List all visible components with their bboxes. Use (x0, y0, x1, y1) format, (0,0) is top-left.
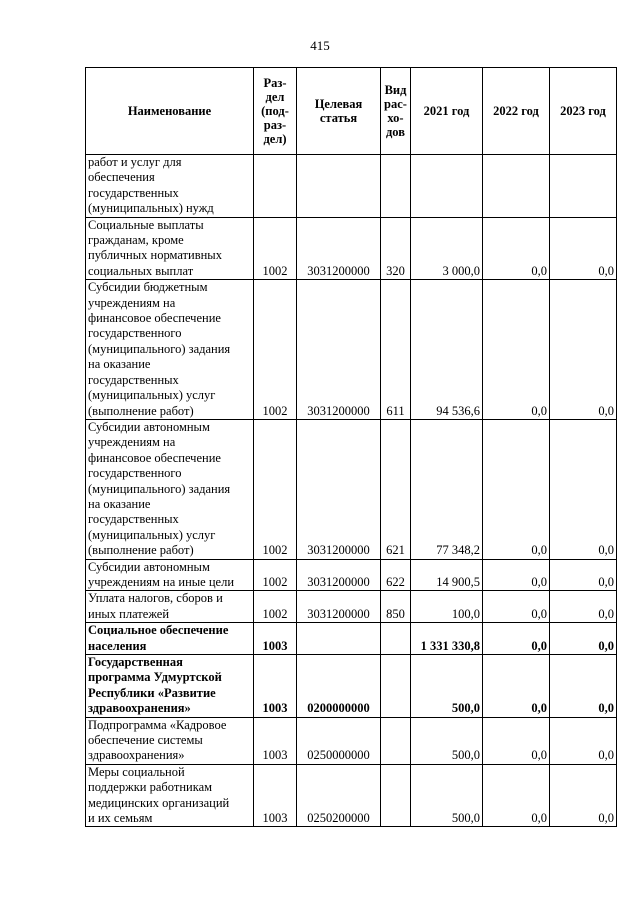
row-expense (381, 764, 411, 827)
header-2023: 2023 год (550, 68, 617, 155)
row-expense: 850 (381, 591, 411, 623)
row-section: 1003 (254, 655, 297, 718)
row-y2022: 0,0 (483, 655, 550, 718)
row-expense: 320 (381, 217, 411, 280)
table-row (86, 280, 617, 420)
row-y2021: 14 900,5 (411, 559, 483, 591)
header-2022: 2022 год (483, 68, 550, 155)
page-number: 415 (310, 38, 330, 53)
row-expense: 621 (381, 419, 411, 559)
row-target: 3031200000 (297, 559, 381, 591)
row-target: 3031200000 (297, 591, 381, 623)
row-y2022: 0,0 (483, 591, 550, 623)
row-y2023: 0,0 (550, 280, 617, 420)
row-y2022: 0,0 (483, 280, 550, 420)
row-y2022: 0,0 (483, 623, 550, 655)
row-y2023: 0,0 (550, 419, 617, 559)
row-y2023: 0,0 (550, 559, 617, 591)
header-row (86, 68, 617, 155)
row-expense (381, 623, 411, 655)
row-y2021: 500,0 (411, 764, 483, 827)
row-name: Подпрограмма «Кадровое обеспечение системы здравоохранения» (86, 717, 254, 764)
row-name: Меры социальной поддержки работникам медицинских организаций и их семьям (86, 764, 254, 827)
header-target: Целевая статья (297, 68, 381, 155)
row-y2023: 0,0 (550, 623, 617, 655)
row-y2022: 0,0 (483, 559, 550, 591)
row-expense: 611 (381, 280, 411, 420)
row-target (297, 623, 381, 655)
header-section: Раз- дел (под- раз- дел) (254, 68, 297, 155)
row-y2022: 0,0 (483, 764, 550, 827)
row-target (297, 155, 381, 218)
row-section: 1002 (254, 419, 297, 559)
row-name: Субсидии бюджетным учреждениям на финансовое обеспечение государственного (муниципального) задания на оказание государственных (муниципальных) услуг (выполнение работ) (86, 280, 254, 420)
table-row (86, 559, 617, 591)
row-y2021: 100,0 (411, 591, 483, 623)
table-row (86, 217, 617, 280)
row-y2021: 77 348,2 (411, 419, 483, 559)
row-target: 3031200000 (297, 419, 381, 559)
header-expense: Вид рас- хо- дов (381, 68, 411, 155)
row-y2023: 0,0 (550, 717, 617, 764)
row-name: Социальные выплаты гражданам, кроме публичных нормативных социальных выплат (86, 217, 254, 280)
header-name: Наименование (86, 68, 254, 155)
row-y2021: 1 331 330,8 (411, 623, 483, 655)
row-y2021: 500,0 (411, 717, 483, 764)
budget-table (85, 67, 617, 827)
table-row (86, 655, 617, 718)
table-row (86, 717, 617, 764)
row-section (254, 155, 297, 218)
row-y2022 (483, 155, 550, 218)
row-section: 1002 (254, 217, 297, 280)
row-target: 0250000000 (297, 717, 381, 764)
table-row (86, 419, 617, 559)
row-y2021 (411, 155, 483, 218)
row-y2023: 0,0 (550, 655, 617, 718)
row-y2021: 94 536,6 (411, 280, 483, 420)
row-name: Социальное обеспечение населения (86, 623, 254, 655)
table-row (86, 623, 617, 655)
row-target: 0250200000 (297, 764, 381, 827)
row-target: 3031200000 (297, 280, 381, 420)
row-expense: 622 (381, 559, 411, 591)
row-section: 1002 (254, 280, 297, 420)
row-y2021: 3 000,0 (411, 217, 483, 280)
row-y2022: 0,0 (483, 717, 550, 764)
row-target: 3031200000 (297, 217, 381, 280)
row-section: 1002 (254, 591, 297, 623)
row-expense (381, 655, 411, 718)
row-y2023: 0,0 (550, 764, 617, 827)
table-row (86, 591, 617, 623)
table-row (86, 155, 617, 218)
row-name: Субсидии автономным учреждениям на иные цели (86, 559, 254, 591)
table-row (86, 764, 617, 827)
row-y2022: 0,0 (483, 419, 550, 559)
row-section: 1003 (254, 764, 297, 827)
row-expense (381, 717, 411, 764)
row-y2023 (550, 155, 617, 218)
row-y2021: 500,0 (411, 655, 483, 718)
row-name: Субсидии автономным учреждениям на финансовое обеспечение государственного (муниципального) задания на оказание государственных (муниципальных) услуг (выполнение работ) (86, 419, 254, 559)
row-name: Государственная программа Удмуртской Республики «Развитие здравоохранения» (86, 655, 254, 718)
row-name: Уплата налогов, сборов и иных платежей (86, 591, 254, 623)
row-target: 0200000000 (297, 655, 381, 718)
row-name: работ и услуг для обеспечения государственных (муниципальных) нужд (86, 155, 254, 218)
row-section: 1003 (254, 623, 297, 655)
row-expense (381, 155, 411, 218)
row-section: 1002 (254, 559, 297, 591)
row-y2023: 0,0 (550, 591, 617, 623)
row-section: 1003 (254, 717, 297, 764)
header-2021: 2021 год (411, 68, 483, 155)
row-y2023: 0,0 (550, 217, 617, 280)
row-y2022: 0,0 (483, 217, 550, 280)
